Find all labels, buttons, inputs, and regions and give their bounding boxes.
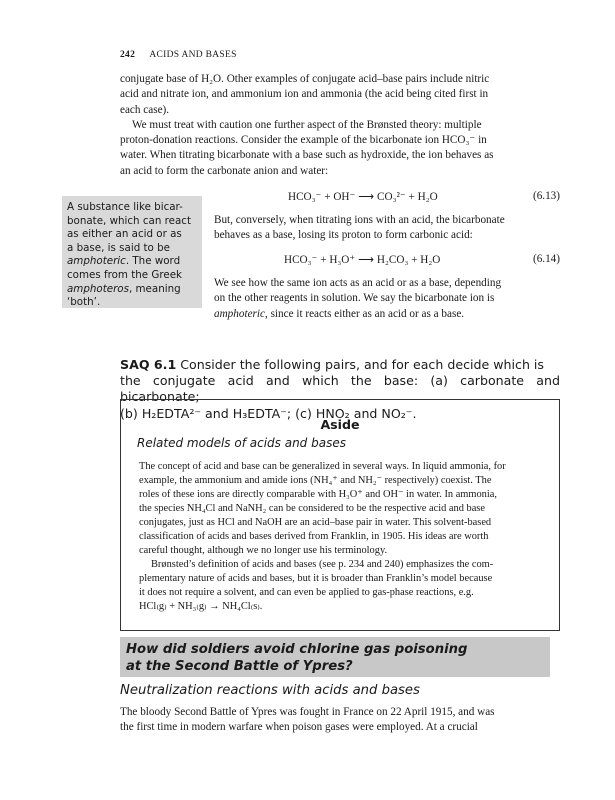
aside-line: careful thought, although we no longer use his terminology. bbox=[139, 545, 388, 556]
equation-number: (6.13) bbox=[532, 190, 560, 202]
text-fragment: , since it reacts either as an acid or as a base. bbox=[264, 307, 465, 320]
paragraph-4 bbox=[214, 276, 560, 322]
text-line: The bloody Second Battle of Ypres was fought in France on 22 April 1915, and was bbox=[120, 706, 495, 718]
note-line bbox=[67, 283, 197, 297]
section-paragraph bbox=[120, 705, 560, 736]
note-line: comes from the Greek bbox=[67, 268, 182, 281]
page-number: 242 bbox=[120, 50, 136, 60]
equation-number: (6.14) bbox=[532, 253, 560, 265]
aside-line: roles of these ions are directly comparable with H₃O⁺ and OH⁻ in water. In ammonia, bbox=[139, 489, 497, 500]
equation-expression: HCO₃⁻ + H₃O⁺ ⟶ H₂CO₃ + H₂O bbox=[284, 254, 441, 266]
term-amphoteric: amphoteric bbox=[214, 307, 265, 320]
running-title: ACIDS AND BASES bbox=[149, 50, 237, 60]
note-line bbox=[67, 255, 197, 269]
saq-text: Consider the following pairs, and for each decide which is bbox=[180, 357, 544, 372]
aside-line: the species NH₄Cl and NaNH₂ can be considered to be the respective acid and base bbox=[139, 503, 485, 514]
aside-body bbox=[139, 460, 543, 614]
saq-line bbox=[120, 357, 560, 373]
aside-box bbox=[120, 399, 560, 631]
note-line: as either an acid or as bbox=[67, 228, 182, 241]
margin-note bbox=[62, 196, 202, 308]
aside-line: example, the ammonium and amide ions (NH₄⁺ and NH₂⁻ respectively) coexist. The bbox=[139, 475, 492, 486]
equation-6-13 bbox=[214, 190, 560, 203]
equation-6-14 bbox=[214, 253, 560, 266]
text-line: on the other reagents in solution. We say the bicarbonate ion is bbox=[214, 292, 495, 305]
note-term: amphoteros bbox=[67, 282, 129, 295]
note-text: , meaning bbox=[128, 282, 181, 295]
text-line: an acid to form the carbonate anion and water: bbox=[120, 164, 329, 177]
aside-line: conjugates, just as HCl and NaOH are an acid–base pair in water. This solvent-based bbox=[139, 517, 492, 528]
text-line: the first time in modern warfare when poison gases were employed. At a crucial bbox=[120, 721, 478, 734]
aside-line: HCl₍g₎ + NH₃₍g₎ → NH₄Cl₍s₎. bbox=[139, 601, 263, 612]
note-text: . The word bbox=[125, 255, 181, 268]
note-line: bonate, which can react bbox=[67, 214, 191, 227]
saq-label: SAQ 6.1 bbox=[120, 357, 177, 372]
text-line bbox=[214, 307, 560, 322]
aside-line: classification of acids and bases derived from Franklin, in 1905. His ideas are worth bbox=[139, 531, 489, 542]
text-line: acid and nitrate ion, and ammonium ion and ammonia (the acid being cited first in bbox=[120, 88, 489, 101]
section-heading bbox=[120, 637, 550, 677]
saq-line: (b) H₂EDTA²⁻ and H₃EDTA⁻; (c) HNO₂ and NO₂⁻. bbox=[120, 405, 417, 421]
note-line: a base, is said to be bbox=[67, 241, 170, 254]
aside-line: plementary nature of acids and bases, but it is broader than Franklin’s model because bbox=[139, 573, 493, 584]
text-line: We see how the same ion acts as an acid or as a base, depending bbox=[214, 277, 502, 289]
text-line: But, conversely, when titrating ions with an acid, the bicarbonate bbox=[214, 214, 505, 226]
heading-line: at the Second Battle of Ypres? bbox=[126, 659, 353, 674]
section-subheading: Neutralization reactions with acids and bases bbox=[120, 683, 420, 698]
text-line: water. When titrating bicarbonate with a base such as hydroxide, the ion behaves as bbox=[120, 149, 494, 162]
aside-title: Aside bbox=[320, 417, 360, 432]
running-header bbox=[120, 50, 237, 60]
saq-line: the conjugate acid and which the base: (a) carbonate and bicarbonate; bbox=[120, 373, 560, 405]
text-line: behaves as a base, losing its proton to form carbonic acid: bbox=[214, 229, 473, 242]
text-line: each case). bbox=[120, 103, 170, 116]
paragraph-3 bbox=[214, 213, 560, 244]
note-line: ‘both’. bbox=[67, 296, 101, 309]
aside-subtitle: Related models of acids and bases bbox=[137, 436, 346, 450]
text-line: proton-donation reactions. Consider the example of the bicarbonate ion HCO₃⁻ in bbox=[120, 134, 487, 147]
text-line: We must treat with caution one further aspect of the Brønsted theory: multiple bbox=[132, 118, 482, 131]
aside-line: it does not require a solvent, and can even be applied to gas-phase reactions, e.g. bbox=[139, 587, 474, 598]
aside-line: The concept of acid and base can be generalized in several ways. In liquid ammonia, for bbox=[139, 461, 506, 472]
aside-line: Brønsted’s definition of acids and bases (see p. 234 and 240) emphasizes the com- bbox=[151, 559, 494, 570]
note-line: A substance like bicar- bbox=[67, 201, 183, 213]
heading-line: How did soldiers avoid chlorine gas poisoning bbox=[126, 642, 468, 657]
equation-expression: HCO₃⁻ + OH⁻ ⟶ CO₃²⁻ + H₂O bbox=[288, 191, 438, 203]
text-line: conjugate base of H₂O. Other examples of conjugate acid–base pairs include nitric bbox=[120, 73, 490, 85]
top-paragraphs bbox=[120, 72, 560, 179]
note-term: amphoteric bbox=[67, 255, 126, 268]
